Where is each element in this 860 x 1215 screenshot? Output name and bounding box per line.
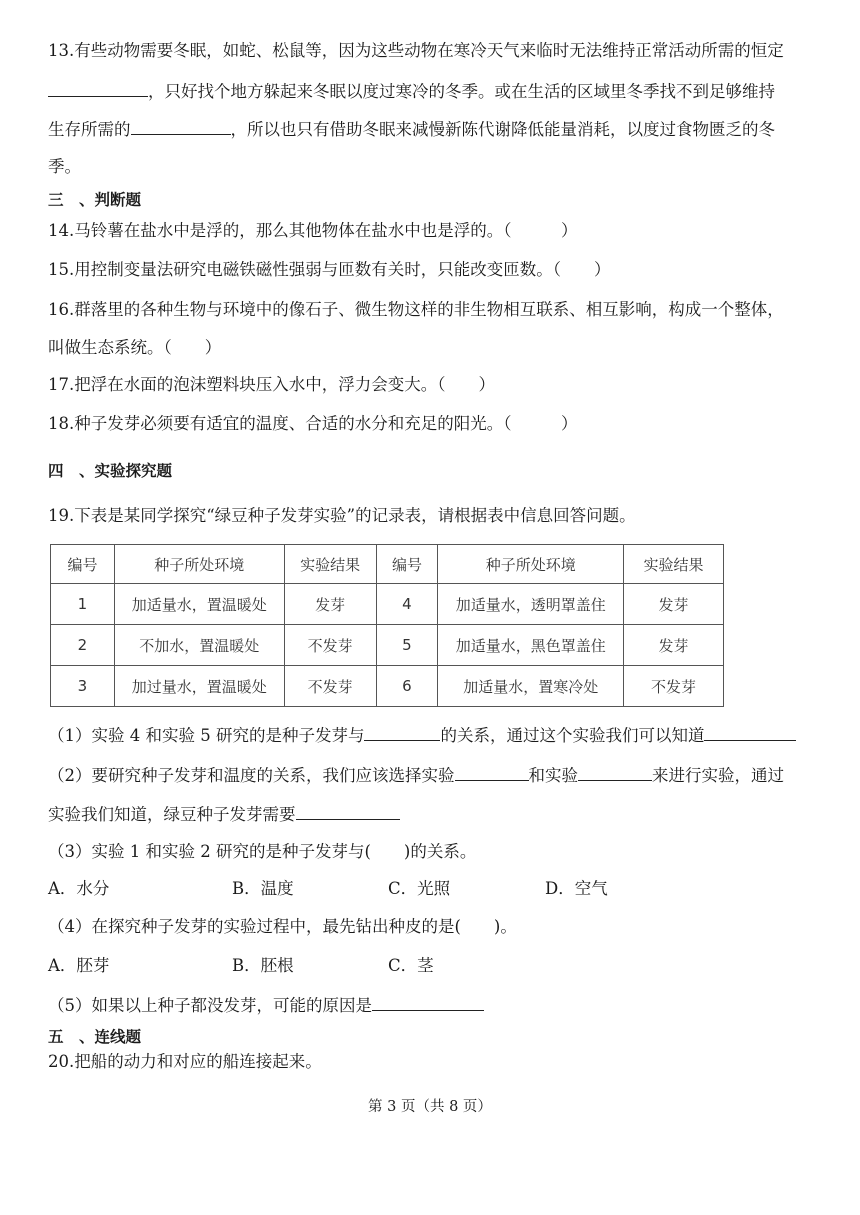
q19-part2-line2	[48, 803, 400, 826]
answer-blank[interactable]	[372, 994, 484, 1011]
q19-part5-text: （5）如果以上种子都没发芽，可能的原因是	[48, 996, 372, 1015]
answer-blank[interactable]	[578, 764, 652, 781]
option-a[interactable]: A．水分	[48, 879, 110, 898]
q16-line1: 16.群落里的各种生物与环境中的像石子、微生物这样的非生物相互联系、相互影响，构成一个整体，	[48, 300, 784, 319]
q19-part2-text-c: 来进行实验，通过	[652, 766, 784, 785]
table-header-cell: 种子所处环境	[114, 545, 284, 584]
q19-part2-text-b: 和实验	[528, 766, 578, 785]
table-cell: 4	[376, 584, 438, 625]
q13-line1: 13.有些动物需要冬眠，如蛇、松鼠等，因为这些动物在寒冷天气来临时无法维持正常活动所需的恒定	[48, 41, 784, 60]
q15: 15.用控制变量法研究电磁铁磁性强弱与匝数有关时，只能改变匝数。（ ）	[48, 260, 611, 279]
table-cell: 6	[376, 666, 438, 707]
q14: 14.马铃薯在盐水中是浮的，那么其他物体在盐水中也是浮的。（ ）	[48, 221, 578, 240]
q13-line3-text-b: ，所以也只有借助冬眠来减慢新陈代谢降低能量消耗，以度过食物匮乏的冬	[230, 120, 775, 139]
q19-part4: （4）在探究种子发芽的实验过程中，最先钻出种皮的是( )。	[48, 917, 517, 936]
answer-blank[interactable]	[455, 764, 529, 781]
table-header-cell: 编号	[376, 545, 438, 584]
table-header-cell: 实验结果	[624, 545, 724, 584]
table-row	[51, 584, 724, 625]
q19-part1-text-a: （1）实验 4 和实验 5 研究的是种子发芽与	[48, 726, 365, 745]
option-a[interactable]: A．胚芽	[48, 956, 110, 975]
q19-intro: 19.下表是某同学探究“绿豆种子发芽实验”的记录表，请根据表中信息回答问题。	[48, 506, 636, 525]
q13-line3	[48, 118, 775, 141]
q13-line4: 季。	[48, 157, 81, 176]
q19-part3: （3）实验 1 和实验 2 研究的是种子发芽与( )的关系。	[48, 842, 477, 861]
experiment-record-table	[50, 544, 724, 707]
q16-line2: 叫做生态系统。（ ）	[48, 338, 222, 357]
q19-part2-line1	[48, 764, 784, 787]
q19-part2-text-d: 实验我们知道，绿豆种子发芽需要	[48, 805, 296, 824]
option-c[interactable]: C．茎	[388, 956, 434, 975]
table-row	[51, 666, 724, 707]
table-cell: 3	[51, 666, 115, 707]
table-header-row	[51, 545, 724, 584]
table-header-cell: 种子所处环境	[438, 545, 624, 584]
q13-line2	[48, 80, 775, 103]
table-cell: 加适量水，置温暖处	[114, 584, 284, 625]
answer-blank[interactable]	[48, 80, 148, 97]
section-heading-matching: 五 、连线题	[48, 1028, 142, 1046]
q18: 18.种子发芽必须要有适宜的温度、合适的水分和充足的阳光。（ ）	[48, 414, 578, 433]
q19-part5	[48, 994, 484, 1017]
table-cell: 1	[51, 584, 115, 625]
q13-line2-text: ，只好找个地方躲起来冬眠以度过寒冷的冬季。或在生活的区域里冬季找不到足够维持	[148, 82, 775, 101]
table-cell: 不发芽	[624, 666, 724, 707]
table-row	[51, 625, 724, 666]
answer-blank[interactable]	[131, 118, 231, 135]
answer-blank[interactable]	[704, 724, 796, 741]
q19-part1	[48, 724, 796, 747]
answer-blank[interactable]	[364, 724, 440, 741]
option-d[interactable]: D．空气	[545, 879, 608, 898]
q20: 20.把船的动力和对应的船连接起来。	[48, 1052, 322, 1071]
option-c[interactable]: C．光照	[388, 879, 451, 898]
table-cell: 发芽	[284, 584, 376, 625]
table-header-cell: 编号	[51, 545, 115, 584]
option-b[interactable]: B．胚根	[232, 956, 294, 975]
table-cell: 不发芽	[284, 625, 376, 666]
q19-part2-text-a: （2）要研究种子发芽和温度的关系，我们应该选择实验	[48, 766, 455, 785]
table-cell: 5	[376, 625, 438, 666]
table-cell: 发芽	[624, 584, 724, 625]
table-cell: 加适量水，黑色罩盖住	[438, 625, 624, 666]
table-header-cell: 实验结果	[284, 545, 376, 584]
page-footer: 第 3 页（共 8 页）	[368, 1099, 492, 1115]
section-heading-judgement: 三 、判断题	[48, 191, 142, 209]
table-cell: 发芽	[624, 625, 724, 666]
section-heading-experiment: 四 、实验探究题	[48, 462, 173, 480]
table-cell: 不加水，置温暖处	[114, 625, 284, 666]
q19-part1-text-b: 的关系，通过这个实验我们可以知道	[440, 726, 705, 745]
table-cell: 加过量水，置温暖处	[114, 666, 284, 707]
table-cell: 加适量水，置寒冷处	[438, 666, 624, 707]
answer-blank[interactable]	[296, 803, 400, 820]
table-cell: 加适量水，透明罩盖住	[438, 584, 624, 625]
option-b[interactable]: B．温度	[232, 879, 294, 898]
table-cell: 不发芽	[284, 666, 376, 707]
q13-line3-text-a: 生存所需的	[48, 120, 131, 139]
q17: 17.把浮在水面的泡沫塑料块压入水中，浮力会变大。（ ）	[48, 375, 495, 394]
table-cell: 2	[51, 625, 115, 666]
